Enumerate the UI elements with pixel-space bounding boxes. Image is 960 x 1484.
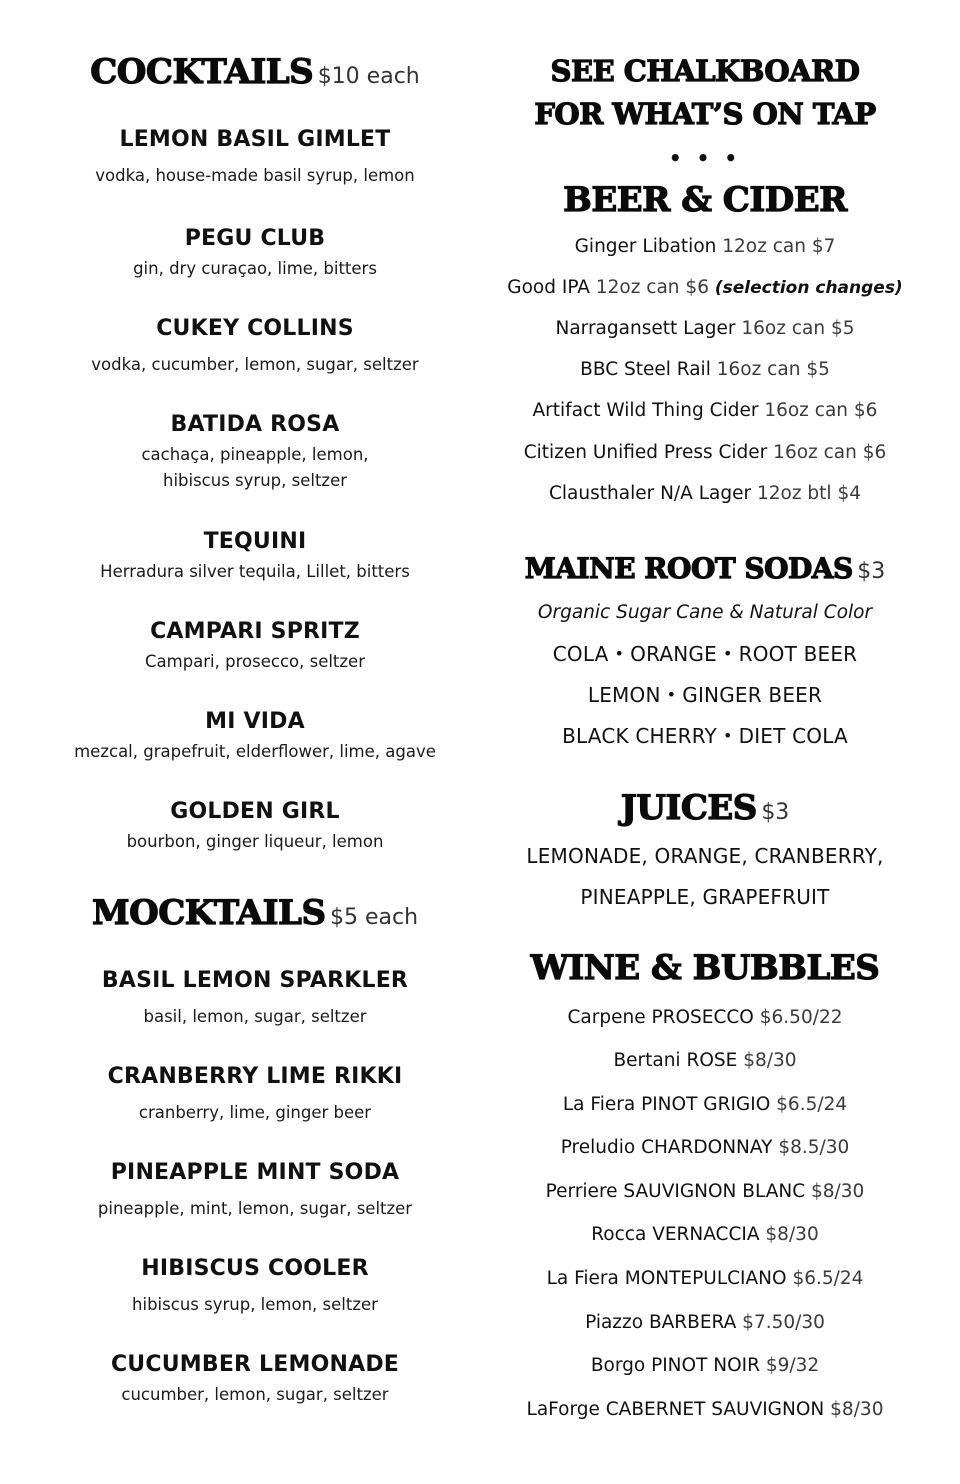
wine-producer: Borgo <box>590 1355 646 1376</box>
beer-size: 16oz can <box>741 318 826 339</box>
beer-price: $6 <box>862 442 887 463</box>
cocktail-name: PEGU CLUB <box>184 226 326 251</box>
beer-row <box>500 236 910 257</box>
mocktail-desc: cucumber, lemon, sugar, seltzer <box>121 1385 389 1404</box>
sodas-subtitle: Organic Sugar Cane & Natural Color <box>537 602 873 623</box>
wine-price: $7.50/30 <box>742 1312 825 1333</box>
soda-flavors-line <box>500 724 910 748</box>
mocktail-name: CUCUMBER LEMONADE <box>110 1352 400 1377</box>
mocktail-desc: hibiscus syrup, lemon, seltzer <box>132 1295 378 1314</box>
cocktail-desc: hibiscus syrup, seltzer <box>162 471 348 490</box>
beer-row <box>500 277 910 298</box>
cocktails-title: COCKTAILS <box>90 52 314 92</box>
cocktail-desc: Herradura silver tequila, Lillet, bitters <box>100 562 410 581</box>
cocktail-name: BATIDA ROSA <box>170 412 340 437</box>
mocktail-desc: pineapple, mint, lemon, sugar, seltzer <box>97 1199 413 1218</box>
beer-row <box>500 359 910 380</box>
juices-line: PINEAPPLE, GRAPEFRUIT <box>580 885 830 909</box>
soda-flavor: GINGER BEER <box>682 683 823 707</box>
wine-producer: LaForge <box>526 1399 600 1420</box>
beer-note: (selection changes) <box>714 278 903 298</box>
juices-header <box>500 788 910 828</box>
soda-flavor: LEMON <box>587 683 661 707</box>
beer-size: 12oz can <box>722 236 806 257</box>
wine-row <box>500 1181 910 1202</box>
wine-producer: Rocca <box>591 1224 647 1245</box>
wine-price: $6.5/24 <box>792 1268 864 1289</box>
beer-size: 16oz can <box>716 359 801 380</box>
wine-producer: La Fiera <box>562 1094 636 1115</box>
sodas-title: MAINE ROOT SODAS <box>524 552 853 585</box>
cocktail-name: TEQUINI <box>203 529 307 554</box>
beer-price: $5 <box>806 359 830 380</box>
mocktail-name: BASIL LEMON SPARKLER <box>101 968 409 993</box>
beer-price: $6 <box>685 277 709 298</box>
beer-name: BBC Steel Rail <box>580 359 711 380</box>
soda-flavor: ROOT BEER <box>738 642 858 666</box>
beer-name: Artifact Wild Thing Cider <box>532 400 759 421</box>
wine-producer: Carpene <box>567 1007 646 1028</box>
wine-title: WINE & BUBBLES <box>530 948 880 988</box>
mocktail-desc: cranberry, lime, ginger beer <box>138 1103 372 1122</box>
wine-price: $8/30 <box>743 1050 797 1071</box>
cocktail-desc: vodka, cucumber, lemon, sugar, seltzer <box>91 355 419 374</box>
mocktails-title: MOCKTAILS <box>91 893 326 933</box>
tap-notice-line2: FOR WHAT’S ON TAP <box>534 97 876 131</box>
beer-row <box>500 400 910 421</box>
cocktail-name: MI VIDA <box>205 709 305 734</box>
juices-title: JUICES <box>620 788 757 828</box>
wine-row <box>500 1224 910 1245</box>
soda-flavors-line <box>500 642 910 666</box>
beer-name: Narragansett Lager <box>555 318 736 339</box>
soda-flavors-line <box>500 683 910 707</box>
cocktail-desc: cachaça, pineapple, lemon, <box>141 445 369 464</box>
bullet-separator: • <box>666 685 677 704</box>
cocktail-desc: vodka, house-made basil syrup, lemon <box>95 166 415 185</box>
wine-row <box>500 1007 910 1028</box>
juices-price: $3 <box>761 800 790 825</box>
wine-row <box>500 1312 910 1333</box>
wine-row <box>500 1137 910 1158</box>
beer-row <box>500 318 910 339</box>
cocktail-name: LEMON BASIL GIMLET <box>119 127 391 152</box>
bullet-separator: • <box>722 726 733 745</box>
beer-price: $5 <box>830 318 855 339</box>
wine-price: $8/30 <box>811 1181 865 1202</box>
wine-varietal: VERNACCIA <box>652 1224 760 1245</box>
mocktails-price: $5 each <box>329 905 419 930</box>
cocktails-price: $10 each <box>317 64 420 89</box>
soda-flavor: BLACK CHERRY <box>562 724 717 748</box>
beer-price: $6 <box>853 400 878 421</box>
tap-notice-line1: SEE CHALKBOARD <box>550 54 860 88</box>
mocktail-desc: basil, lemon, sugar, seltzer <box>143 1007 367 1026</box>
mocktails-header <box>60 893 450 933</box>
wine-price: $8/30 <box>830 1399 884 1420</box>
wine-producer: Piazzo <box>585 1312 644 1333</box>
wine-row <box>500 1355 910 1376</box>
wine-price: $9/32 <box>765 1355 820 1376</box>
bullet-separator: • <box>722 644 733 663</box>
wine-varietal: CHARDONNAY <box>641 1137 773 1158</box>
cocktail-name: CUKEY COLLINS <box>156 316 354 341</box>
mocktail-name: HIBISCUS COOLER <box>141 1256 369 1281</box>
beer-name: Ginger Libation <box>574 236 717 257</box>
wine-varietal: BARBERA <box>648 1312 737 1333</box>
soda-flavor: COLA <box>552 642 609 666</box>
sodas-header <box>500 552 910 585</box>
cocktail-desc: gin, dry curaçao, lime, bitters <box>133 259 377 278</box>
wine-row <box>500 1094 910 1115</box>
cocktail-desc: bourbon, ginger liqueur, lemon <box>126 832 384 851</box>
soda-flavor: DIET COLA <box>738 724 848 748</box>
cocktail-desc: Campari, prosecco, seltzer <box>144 652 365 671</box>
wine-price: $6.50/22 <box>759 1007 843 1028</box>
wine-price: $6.5/24 <box>776 1094 848 1115</box>
beer-cider-title: BEER & CIDER <box>563 180 847 220</box>
beer-name: Citizen Unified Press Cider <box>523 442 768 463</box>
wine-producer: Perriere <box>545 1181 618 1202</box>
wine-row <box>500 1399 910 1420</box>
wine-producer: La Fiera <box>546 1268 619 1289</box>
cocktail-desc: mezcal, grapefruit, elderflower, lime, agave <box>74 742 436 761</box>
cocktails-header <box>60 52 450 92</box>
wine-varietal: PINOT GRIGIO <box>641 1094 771 1115</box>
cocktail-name: CAMPARI SPRITZ <box>150 619 360 644</box>
wine-row <box>500 1050 910 1071</box>
bullet-separator: • <box>614 644 625 663</box>
beer-name: Good IPA <box>507 277 590 298</box>
sodas-price: $3 <box>857 559 886 584</box>
wine-row <box>500 1268 910 1289</box>
beer-price: $7 <box>811 236 836 257</box>
beer-name: Clausthaler N/A Lager <box>549 483 752 504</box>
cocktail-name: GOLDEN GIRL <box>170 799 340 824</box>
wine-varietal: ROSE <box>686 1050 738 1071</box>
soda-flavor: ORANGE <box>630 642 717 666</box>
wine-varietal: PINOT NOIR <box>651 1355 760 1376</box>
wine-producer: Bertani <box>613 1050 681 1071</box>
wine-varietal: SAUVIGNON BLANC <box>623 1181 806 1202</box>
wine-varietal: CABERNET SAUVIGNON <box>605 1399 825 1420</box>
beer-size: 16oz can <box>764 400 849 421</box>
mocktail-name: PINEAPPLE MINT SODA <box>110 1160 400 1185</box>
juices-line: LEMONADE, ORANGE, CRANBERRY, <box>526 844 884 868</box>
beer-size: 12oz btl <box>756 483 832 504</box>
wine-varietal: PROSECCO <box>651 1007 754 1028</box>
wine-price: $8.5/30 <box>778 1137 850 1158</box>
wine-producer: Preludio <box>560 1137 636 1158</box>
beer-size: 12oz can <box>595 277 680 298</box>
beer-size: 16oz can <box>773 442 857 463</box>
beer-price: $4 <box>837 483 861 504</box>
mocktail-name: CRANBERRY LIME RIKKI <box>107 1064 403 1089</box>
wine-varietal: MONTEPULCIANO <box>624 1268 787 1289</box>
beer-row <box>500 442 910 463</box>
beer-row <box>500 483 910 504</box>
ellipsis-divider: • • • <box>668 146 742 170</box>
wine-price: $8/30 <box>765 1224 819 1245</box>
